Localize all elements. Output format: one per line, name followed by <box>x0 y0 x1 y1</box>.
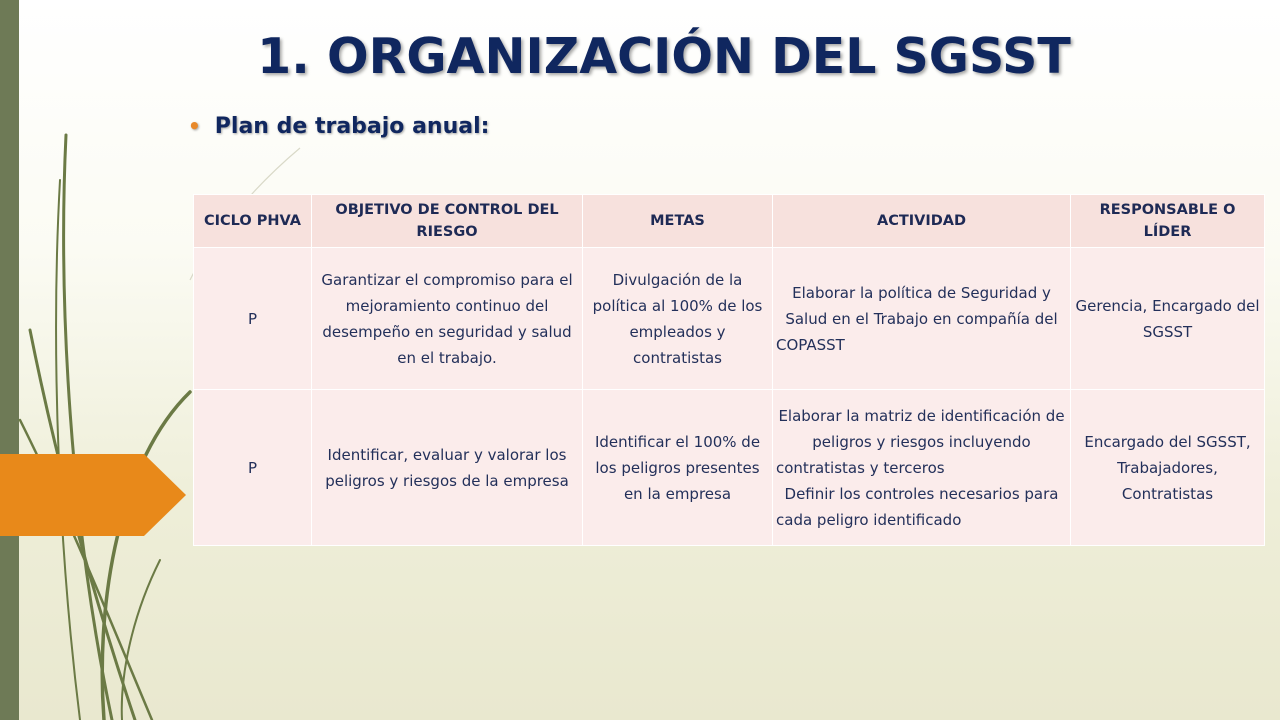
work-plan-table <box>193 194 1265 546</box>
orange-arrow-tab <box>0 454 186 536</box>
header-ciclo: CICLO PHVA <box>194 195 312 248</box>
cell-responsable: Gerencia, Encargado del SGSST <box>1071 248 1265 390</box>
table-row <box>194 390 1265 546</box>
slide-subtitle <box>188 114 489 139</box>
cell-actividad <box>773 390 1071 546</box>
cell-objetivo: Garantizar el compromiso para el mejoramiento continuo del desempeño en seguridad y salud en el trabajo. <box>312 248 583 390</box>
cell-metas: Divulgación de la política al 100% de los empleados y contratistas <box>583 248 773 390</box>
actividad-line-1: Elaborar la matriz de identificación de peligros y riesgos incluyendo contratistas y terceros <box>776 406 1065 477</box>
header-metas: METAS <box>583 195 773 248</box>
cell-responsable: Encargado del SGSST, Trabajadores, Contratistas <box>1071 390 1265 546</box>
actividad-line-2: Definir los controles necesarios para cada peligro identificado <box>776 484 1059 529</box>
cell-ciclo: P <box>194 248 312 390</box>
header-actividad: ACTIVIDAD <box>773 195 1071 248</box>
cell-metas: Identificar el 100% de los peligros presentes en la empresa <box>583 390 773 546</box>
cell-actividad: Elaborar la política de Seguridad y Salud en el Trabajo en compañía del COPASST <box>773 248 1071 390</box>
header-responsable: RESPONSABLE O LÍDER <box>1071 195 1265 248</box>
cell-objetivo: Identificar, evaluar y valorar los peligros y riesgos de la empresa <box>312 390 583 546</box>
subtitle-text: Plan de trabajo anual: <box>214 114 490 139</box>
header-objetivo: OBJETIVO DE CONTROL DEL RIESGO <box>312 195 583 248</box>
slide-title: 1. ORGANIZACIÓN DEL SGSST <box>257 28 1071 85</box>
table-row <box>194 248 1265 390</box>
bullet-icon: • <box>188 114 201 138</box>
table-header-row <box>194 195 1265 248</box>
cell-ciclo: P <box>194 390 312 546</box>
